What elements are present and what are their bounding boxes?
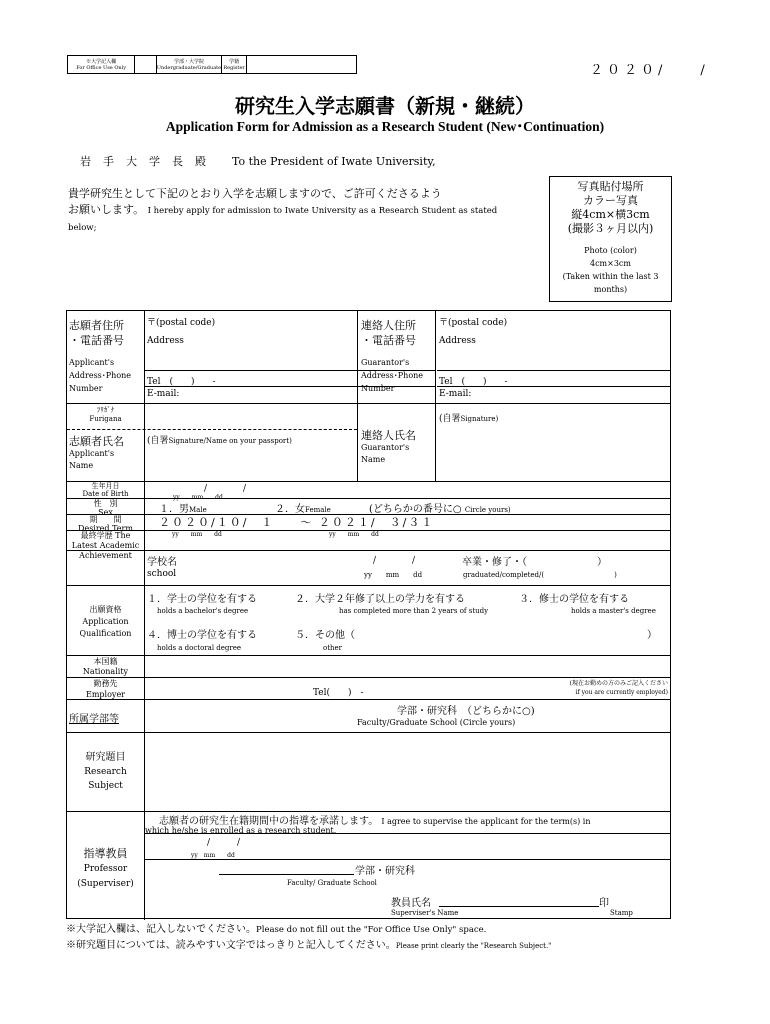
applicant-email-field[interactable]: E-mail: — [147, 389, 180, 399]
term-units-start: yy mm dd — [172, 531, 222, 538]
form-subtitle: Application Form for Admission as a Research Student (New･Continuation) — [165, 119, 605, 134]
qualification-label: 出願資格 Application Qualification — [79, 605, 132, 638]
qualification-option-5-close: ） — [647, 630, 657, 641]
qualification-option-5[interactable]: ５．その他（ — [295, 630, 355, 641]
dob-slashes[interactable]: / / — [204, 484, 247, 494]
dob-label: 生年月日 Date of Birth — [82, 482, 129, 498]
guarantor-address-field[interactable]: Address — [439, 336, 476, 346]
qualification-option-5-en: other — [323, 644, 343, 652]
applicant-address-label: 志願者住所 ・電話番号 — [69, 319, 124, 347]
footnotes — [66, 922, 551, 954]
research-subject-label: 研究題目 Research Subject — [84, 752, 127, 791]
guarantor-email-field[interactable]: E-mail: — [439, 389, 472, 399]
qualification-option-4[interactable]: ４．博士の学位を有する — [147, 630, 257, 641]
undergrad-grad-cell: 学部・大学院 Undergraduate/Graduate — [156, 56, 221, 74]
application-table — [66, 310, 671, 919]
qualification-option-2-en: has completed more than 2 years of study — [339, 607, 489, 615]
office-use-cell: ※大学記入欄 For Office Use Only — [68, 56, 135, 74]
professor-name-label-en: Superviser's Name — [391, 909, 459, 917]
dob-units: yy mm dd — [173, 494, 223, 501]
sex-option-female[interactable]: ２．女Female — [275, 504, 331, 515]
office-use-box — [67, 55, 247, 74]
applicant-postal-code[interactable]: 〒(postal code) — [147, 318, 216, 328]
applicant-name-label-en: Applicant's Name — [69, 449, 115, 470]
guarantor-name-label: 連絡人氏名 — [361, 429, 416, 442]
professor-faculty-label: 学部・研究科 — [355, 866, 415, 877]
furigana-label: ﾌﾘｶﾞﾅ Furigana — [89, 406, 122, 423]
applicant-tel-field[interactable]: Tel ( ) - — [147, 377, 216, 387]
office-blank-cell — [135, 56, 157, 74]
addressee: 岩手大学長殿 To the President of Iwate University, — [80, 155, 436, 168]
guarantor-postal-code[interactable]: 〒(postal code) — [439, 318, 508, 328]
register-cell: 学籍 Register — [222, 56, 247, 74]
professor-date-units: yy mm dd — [191, 852, 235, 859]
employer-tel-field[interactable]: Tel( ) - — [313, 688, 364, 698]
qualification-option-2[interactable]: ２．大学２年修了以上の学力を有する — [295, 594, 465, 605]
nationality-field[interactable] — [147, 658, 667, 674]
faculty-label: 所属学部等 — [69, 714, 119, 725]
professor-date-slashes[interactable]: / / — [207, 838, 241, 848]
term-value[interactable]: ２０２０/１０/ １ ～ ２０２１/ ３/３１ — [159, 516, 435, 529]
qualification-option-1[interactable]: １．学士の学位を有する — [147, 594, 257, 605]
guarantor-signature-field[interactable]: (自署Signature) — [439, 414, 499, 424]
professor-stamp-label: 印 — [599, 898, 609, 909]
application-date: ２０２０/ / — [590, 63, 709, 78]
professor-agreement-cont: which he/she is enrolled as a research student. — [145, 826, 337, 835]
professor-label: 指導教員 Professor (Superviser) — [77, 847, 134, 889]
applicant-address-field[interactable]: Address — [147, 336, 184, 346]
school-name-label-en: school — [147, 569, 177, 579]
applicant-signature-field[interactable]: (自署Signature/Name on your passport) — [147, 436, 292, 446]
faculty-value-en: Faculty/Graduate School (Circle yours) — [357, 718, 516, 727]
employer-note: (現在お勤めの方のみご記入ください if you are currently employed) — [569, 680, 668, 696]
applicant-address-label-en: Applicant's Address･Phone Number — [69, 358, 132, 393]
education-date-slashes[interactable]: / / — [373, 556, 416, 566]
guarantor-tel-field[interactable]: Tel ( ) - — [439, 377, 508, 387]
qualification-option-1-en: holds a bachelor's degree — [157, 607, 249, 615]
employer-label: 勤務先 Employer — [86, 679, 125, 699]
footnote-research-subject: ※研究題目については、読みやすい文字ではっきりと記入してください。Please print clearly the "Research Subject." — [66, 940, 552, 951]
professor-faculty-label-en: Faculty/ Graduate School — [287, 879, 377, 887]
graduated-options-en: graduated/completed/( ) — [463, 571, 617, 579]
faculty-value[interactable]: 学部・研究科 （どちらかに○) — [397, 706, 535, 717]
form-title: 研究生入学志願書（新規・継続） — [235, 94, 535, 118]
qualification-option-3-en: holds a master's degree — [571, 607, 656, 615]
graduated-options[interactable]: 卒業・修了・（ ） — [462, 557, 607, 568]
footnote-office-use: ※大学記入欄は、記入しないでください。Please do not fill out the "For Office Use Only" space. — [66, 924, 487, 935]
professor-stamp-label-en: Stamp — [610, 909, 633, 917]
qualification-option-3[interactable]: ３．修士の学位を有する — [519, 594, 629, 605]
education-label: 最終学歴 The Latest Academic Achievement — [71, 531, 140, 560]
qualification-option-4-en: holds a doctoral degree — [157, 644, 242, 652]
school-name-label: 学校名 — [147, 557, 177, 568]
guarantor-address-label: 連絡人住所 ・電話番号 — [361, 319, 416, 347]
guarantor-address-label-en: Guarantor's Address･Phone Number — [361, 358, 424, 393]
nationality-label: 本国籍 Nationality — [82, 657, 129, 676]
professor-agreement: 志願者の研究生在籍期間中の指導を承諾します。 I agree to supervise the applicant for the term(s) in — [159, 816, 591, 827]
applicant-name-label: 志願者氏名 — [69, 435, 124, 448]
register-number-field[interactable] — [247, 55, 357, 74]
professor-name-label: 教員氏名 — [391, 898, 431, 909]
sex-label: 性 別 Sex — [93, 499, 118, 517]
intro-text: 貴学研究生として下記のとおり入学を志願しますので、ご許可くださるよう お願いします。 I hereby apply for admission to Iwate University as a Research Student as stated below; — [68, 187, 498, 233]
sex-option-male[interactable]: １．男Male — [159, 504, 207, 515]
term-units-end: yy mm dd — [329, 531, 379, 538]
education-date-units: yy mm dd — [364, 571, 423, 579]
term-label: 期 間 Desired Term — [78, 515, 133, 533]
photo-box: 写真貼付場所 カラー写真 縦4cm×横3cm (撮影３ヶ月以内) Photo (color) 4cm×3cm (Taken within the last 3 months) — [549, 176, 672, 302]
sex-circle-note: (どちらかの番号に○ Circle yours) — [369, 504, 511, 515]
guarantor-name-label-en: Guarantor's Name — [361, 443, 410, 464]
research-subject-field[interactable] — [147, 735, 667, 807]
